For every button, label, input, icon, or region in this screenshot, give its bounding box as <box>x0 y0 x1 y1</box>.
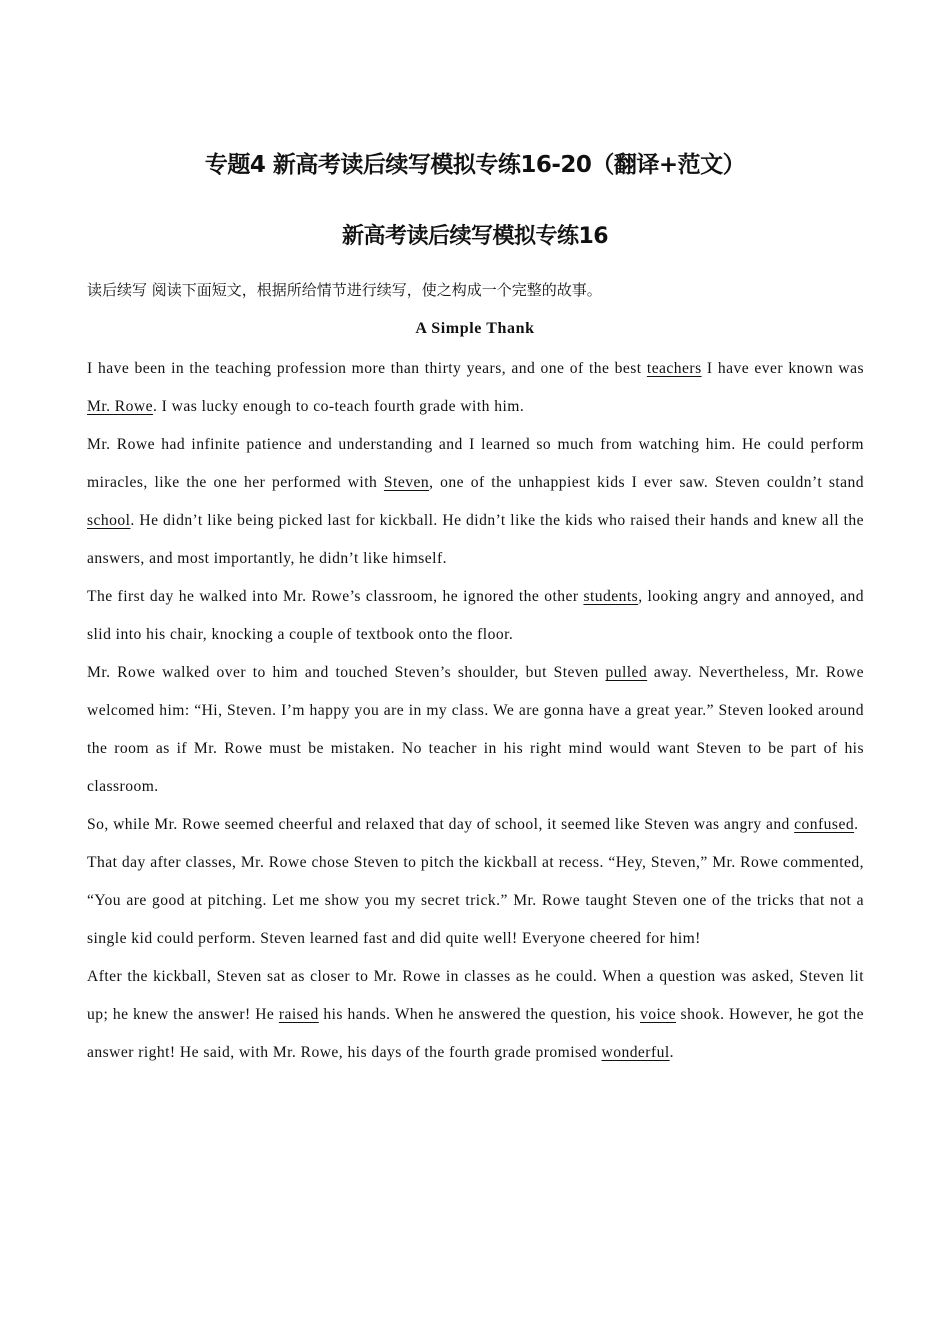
story-body <box>87 350 864 1072</box>
underlined-word: Mr. Rowe <box>87 398 153 415</box>
document-title: 专题4 新高考读后续写模拟专练16-20（翻译+范文） <box>204 152 746 178</box>
text-segment: I have been in the teaching profession more than thirty years, and one of the best <box>87 360 647 377</box>
section-title: 新高考读后续写模拟专练16 <box>341 224 609 249</box>
text-segment: shook. However, he got the answer right! He said, with Mr. Rowe, his days of the fourth grade promised <box>87 1006 864 1061</box>
text-segment: , looking angry and annoyed, and slid into his chair, knocking a couple of textbook onto the floor. <box>87 588 864 643</box>
story-paragraph <box>87 806 864 844</box>
story-paragraph <box>87 958 864 1072</box>
text-segment: . <box>669 1044 674 1061</box>
text-segment: Mr. Rowe walked over to him and touched Steven’s shoulder, but Steven <box>87 664 606 681</box>
text-segment: , one of the unhappiest kids I ever saw. Steven couldn’t stand <box>429 474 864 491</box>
text-segment: . I was lucky enough to co-teach fourth grade with him. <box>152 398 525 415</box>
text-segment: away. Nevertheless, Mr. Rowe welcomed him: “Hi, Steven. I’m happy you are in my class. We are gonna have a great year.” Steven looked around the room as if Mr. Rowe must be mistaken. No teacher in his right mind would want Steven to be part of his classroom. <box>87 664 864 795</box>
text-segment: I have ever known was <box>701 360 864 377</box>
text-segment: his hands. When he answered the question, his <box>318 1006 640 1023</box>
text-segment: . <box>854 816 859 833</box>
story-paragraph <box>87 350 864 426</box>
underlined-word: teachers <box>646 360 702 377</box>
underlined-word: voice <box>639 1006 676 1023</box>
underlined-word: pulled <box>605 664 648 681</box>
text-segment: So, while Mr. Rowe seemed cheerful and relaxed that day of school, it seemed like Steven was angry and <box>87 816 795 833</box>
instruction-text: 读后续写 阅读下面短文，根据所给情节进行续写，使之构成一个完整的故事。 <box>87 281 602 299</box>
underlined-word: wonderful <box>601 1044 670 1061</box>
story-paragraph <box>87 844 864 958</box>
underlined-word: students <box>583 588 639 605</box>
text-segment: The first day he walked into Mr. Rowe’s classroom, he ignored the other <box>87 588 584 605</box>
text-segment: . He didn’t like being picked last for kickball. He didn’t like the kids who raised their hands and knew all the answers, and most importantly, he didn’t like himself. <box>87 512 864 567</box>
story-paragraph <box>87 426 864 578</box>
underlined-word: confused <box>794 816 855 833</box>
story-paragraph <box>87 578 864 654</box>
underlined-word: raised <box>278 1006 319 1023</box>
underlined-word: school <box>87 512 131 529</box>
text-segment: Mr. Rowe had infinite patience and understanding and I learned so much from watching him. He could perform miracles, like the one her performed with <box>87 436 864 491</box>
story-title: A Simple Thank <box>415 320 535 337</box>
text-segment: After the kickball, Steven sat as closer to Mr. Rowe in classes as he could. When a question was asked, Steven lit up; he knew the answer! He <box>87 968 864 1023</box>
text-segment: That day after classes, Mr. Rowe chose Steven to pitch the kickball at recess. “Hey, Steven,” Mr. Rowe commented, “You are good at pitching. Let me show you my secret trick.” Mr. Rowe taught Steven one of the tricks that not a single kid could perform. Steven learned fast and did quite well! Everyone cheered for him! <box>87 854 864 947</box>
story-paragraph <box>87 654 864 806</box>
underlined-word: Steven <box>383 474 430 491</box>
